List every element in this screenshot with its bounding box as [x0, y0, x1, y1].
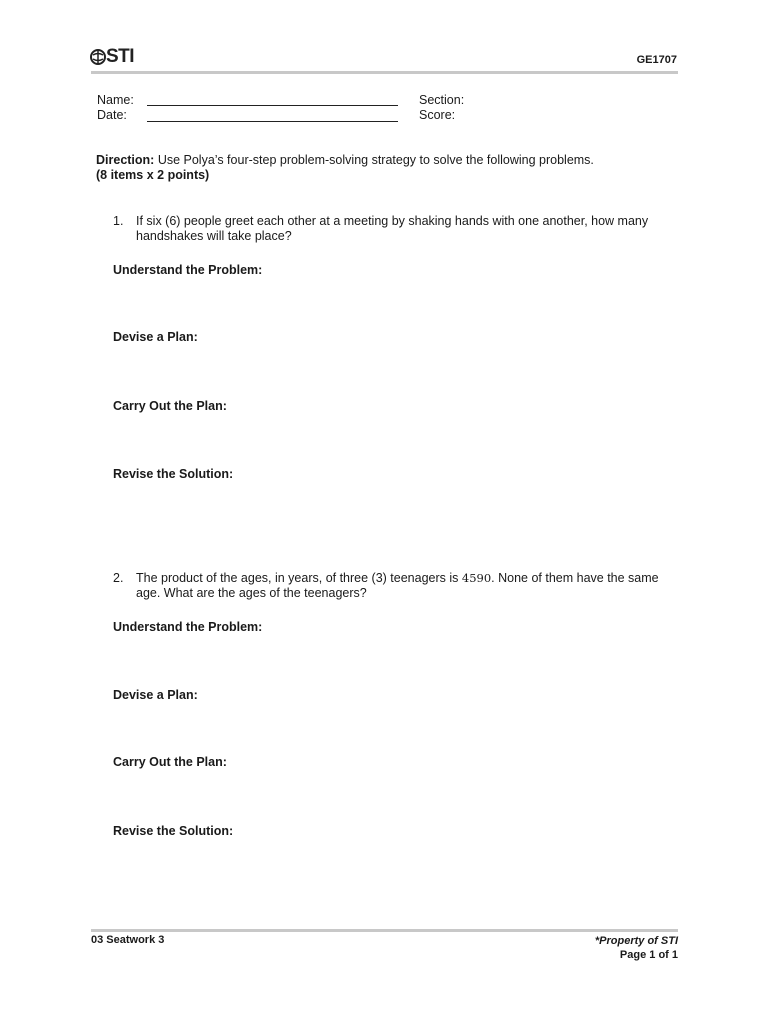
property-notice: *Property of STI — [594, 935, 678, 947]
q1-step-devise: Devise a Plan: — [113, 330, 198, 344]
q2-step-revise: Revise the Solution: — [113, 824, 234, 838]
date-label: Date: — [97, 108, 127, 122]
name-label: Name: — [97, 93, 134, 107]
date-field-line[interactable] — [147, 121, 398, 122]
question-text: If six (6) people greet each other at a meeting by shaking hands with one another, how many handshakes will take place? — [136, 214, 649, 243]
q1-step-revise: Revise the Solution: — [113, 467, 234, 481]
score-label: Score: — [419, 108, 456, 122]
direction-label: Direction: — [96, 153, 155, 167]
sti-logo — [90, 46, 134, 68]
question-1 — [113, 214, 673, 244]
header-divider — [91, 71, 678, 74]
question-number: 1. — [113, 214, 124, 228]
question-text — [136, 571, 673, 601]
age-product-value: 4590 — [461, 571, 492, 585]
footer-document-title: 03 Seatwork 3 — [91, 934, 165, 946]
q2-step-carry-out: Carry Out the Plan: — [113, 755, 227, 769]
logo-text: STI — [106, 46, 135, 67]
page-number: Page 1 of 1 — [619, 949, 678, 961]
q1-step-understand: Understand the Problem: — [113, 263, 263, 277]
question-text-before: The product of the ages, in years, of three (3) teenagers is — [136, 571, 462, 585]
direction-text: Use Polya’s four-step problem-solving strategy to solve the following problems. — [154, 153, 594, 167]
document-code: GE1707 — [636, 54, 677, 66]
globe-icon — [90, 49, 106, 65]
q2-step-devise: Devise a Plan: — [113, 688, 198, 702]
question-text-after: . None of them have the same age. What are the ages of the teenagers? — [136, 571, 659, 600]
direction — [96, 153, 716, 183]
footer-right — [595, 934, 678, 962]
name-field-line[interactable] — [147, 105, 398, 106]
direction-points: (8 items x 2 points) — [96, 168, 210, 182]
q2-step-understand: Understand the Problem: — [113, 620, 263, 634]
question-2 — [113, 571, 673, 601]
section-label: Section: — [419, 93, 465, 107]
footer-divider — [91, 929, 678, 932]
q1-step-carry-out: Carry Out the Plan: — [113, 399, 227, 413]
question-number: 2. — [113, 571, 124, 585]
